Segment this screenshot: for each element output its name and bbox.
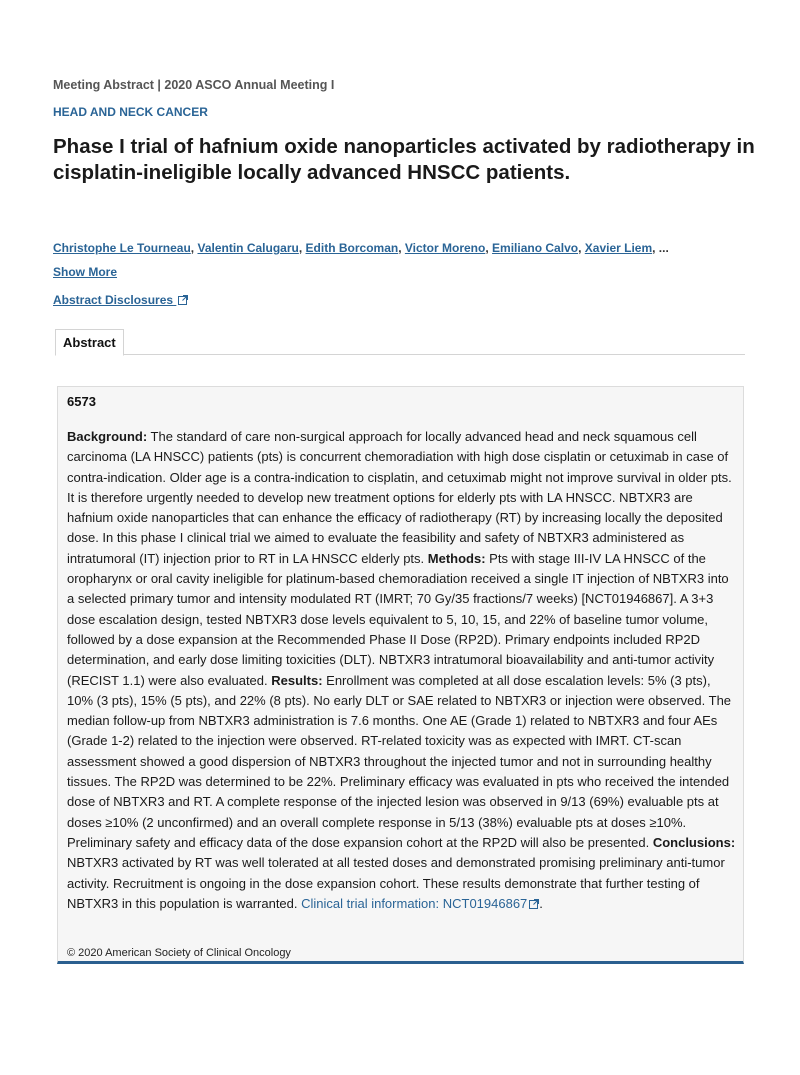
clinical-trial-link[interactable]: [301, 896, 539, 911]
results-text: Enrollment was completed at all dose escalation levels: 5% (3 pts), 10% (3 pts), 15% (5 pts), and 22% (8 pts). No early DLT or SAE related to NBTXR3 or injection were observed. The median follow-up from NBTXR3 administration is 7.6 months. One AE (Grade 1) related to NBTXR3 and four AEs (Grade 1-2) related to the injection were observed. RT-related toxicity was as expected with IMRT. CT-scan assessment showed a good dispersion of NBTXR3 throughout the injected tumor and not in surrounding healthy tissues. The RP2D was determined to be 22%. Preliminary efficacy was evaluated in pts who received the intended dose of NBTXR3 and RT. A complete response of the injected lesion was observed in 9/13 (69%) evaluable pts at doses ≥10% (2 unconfirmed) and an overall complete response in 5/13 (38%) evaluable pts at doses ≥10%. Preliminary safety and efficacy data of the dose expansion cohort at the RP2D will also be presented.: [67, 672, 732, 850]
author-link[interactable]: Christophe Le Tourneau: [53, 241, 191, 255]
author-link[interactable]: Xavier Liem: [584, 241, 653, 255]
clinical-trial-label: Clinical trial information: NCT01946867: [301, 895, 528, 911]
show-more-link[interactable]: Show More: [53, 265, 118, 279]
methods-heading: Methods:: [427, 550, 486, 566]
external-link-icon: [178, 295, 188, 305]
trailing-period: .: [539, 895, 543, 911]
author-list: Christophe Le Tourneau, Valentin Calugaru, Edith Borcoman, Victor Moreno, Emiliano Calvo, Xavier Liem, ...: [53, 241, 669, 255]
abstract-body: [67, 427, 739, 914]
conclusions-text: NBTXR3 activated by RT was well tolerated at all tested doses and demonstrated promising preliminary anti-tumor activity. Recruitment is ongoing in the dose expansion cohort. These results demonstrate that further testing of NBTXR3 in this population is warranted.: [67, 855, 725, 911]
tabs-divider: [55, 354, 745, 355]
copyright-notice: © 2020 American Society of Clinical Oncology: [67, 947, 291, 959]
author-link[interactable]: Victor Moreno: [404, 241, 486, 255]
abstract-disclosures-label: Abstract Disclosures: [53, 293, 174, 307]
section-label[interactable]: HEAD AND NECK CANCER: [53, 105, 208, 119]
author-link[interactable]: Valentin Calugaru: [197, 241, 299, 255]
abstract-number: 6573: [67, 394, 96, 409]
results-heading: Results:: [271, 672, 323, 688]
background-heading: Background:: [67, 429, 148, 444]
abstract-disclosures-link[interactable]: [53, 293, 188, 307]
methods-text: Pts with stage III-IV LA HNSCC of the oropharynx or oral cavity ineligible for platinum-based chemoradiation received a single IT injection of NBTXR3 into a selected primary tumor and intensity modulated RT (IMRT; 70 Gy/35 fractions/7 weeks) [NCT01946867]. A 3+3 dose escalation design, tested NBTXR3 dose levels equivalent to 5, 10, 15, and 22% of baseline tumor volume, followed by a dose expansion at the Recommended Phase II Dose (RP2D). Primary endpoints included RP2D determination, and early dose limiting toxicities (DLT). NBTXR3 intratumoral bioavailability and anti-tumor activity (RECIST 1.1) were also evaluated.: [67, 550, 729, 688]
abstract-panel: [57, 386, 744, 964]
background-text: The standard of care non-surgical approach for locally advanced head and neck squamous cell carcinoma (LA HNSCC) patients (pts) is concurrent chemoradiation with high dose cisplatin or cetuximab in case of contra-indication. Older age is a contra-indication to cisplatin, and cetuximab might not improve survival in older pts. It is therefore urgently needed to develop new treatment options for elderly pts with LA HNSCC. NBTXR3 are hafnium oxide nanoparticles that can enhance the efficacy of radiotherapy (RT) by increasing locally the deposited dose. In this phase I clinical trial we aimed to evaluate the feasibility and safety of NBTXR3 administered as intratumoral (IT) injection prior to RT in LA HNSCC elderly pts.: [67, 429, 732, 566]
conclusions-heading: Conclusions:: [652, 834, 736, 850]
external-link-icon: [529, 899, 539, 909]
author-link[interactable]: Emiliano Calvo: [492, 241, 579, 255]
page-title: Phase I trial of hafnium oxide nanoparticles activated by radiotherapy in cisplatin-ineligible locally advanced HNSCC patients.: [53, 135, 755, 184]
tab-abstract[interactable]: Abstract: [55, 329, 124, 356]
author-link[interactable]: Edith Borcoman: [305, 241, 399, 255]
author-ellipsis: , ...: [652, 241, 669, 255]
meeting-meta: Meeting Abstract | 2020 ASCO Annual Meeting I: [53, 78, 335, 92]
